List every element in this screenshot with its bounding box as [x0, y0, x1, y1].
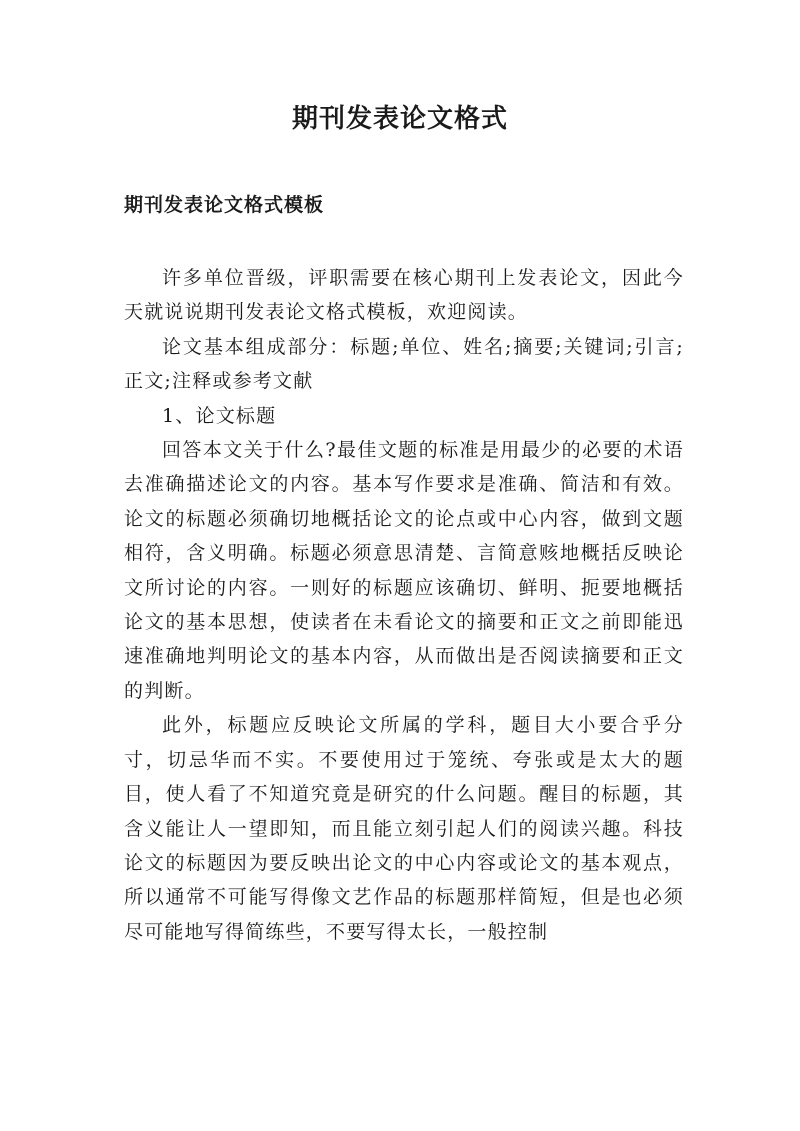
document-body — [124, 261, 684, 949]
section-heading-title: 1、论文标题 — [162, 404, 277, 427]
paragraph-intro: 许多单位晋级，评职需要在核心期刊上发表论文，因此今天就说说期刊发表论文格式模板，欢迎阅读。 — [124, 267, 684, 324]
paragraph-title-guidelines: 此外，标题应反映论文所属的学科，题目大小要合乎分寸，切忌华而不实。不要使用过于笼统、夸张或是太大的题目，使人看了不知道究竟是研究的什么问题。醒目的标题，其含义能让人一望即知，而且能立刻引起人们的阅读兴趣。科技论文的标题因为要反映出论文的中心内容或论文的基本观点，所以通常不可能写得像文艺作品的标题那样简短，但是也必须尽可能地写得简练些，不要写得太长，一般控制 — [124, 714, 684, 943]
paragraph-components: 论文基本组成部分：标题;单位、姓名;摘要;关键词;引言;正文;注释或参考文献 — [124, 335, 684, 393]
document-subtitle: 期刊发表论文格式模板 — [124, 194, 325, 216]
page-title: 期刊发表论文格式 — [291, 104, 508, 134]
paragraph-title-definition: 回答本文关于什么?最佳文题的标准是用最少的必要的术语去准确描述论文的内容。基本写作要求是准确、简洁和有效。论文的标题必须确切地概括论文的论点或中心内容，做到文题相符，含义明确。标题必须意思清楚、言简意赅地概括反映论文所讨论的内容。一则好的标题应该确切、鲜明、扼要地概括论文的基本思想，使读者在未看论文的摘要和正文之前即能迅速准确地判明论文的基本内容，从而做出是否阅读摘要和正文的判断。 — [124, 439, 684, 702]
